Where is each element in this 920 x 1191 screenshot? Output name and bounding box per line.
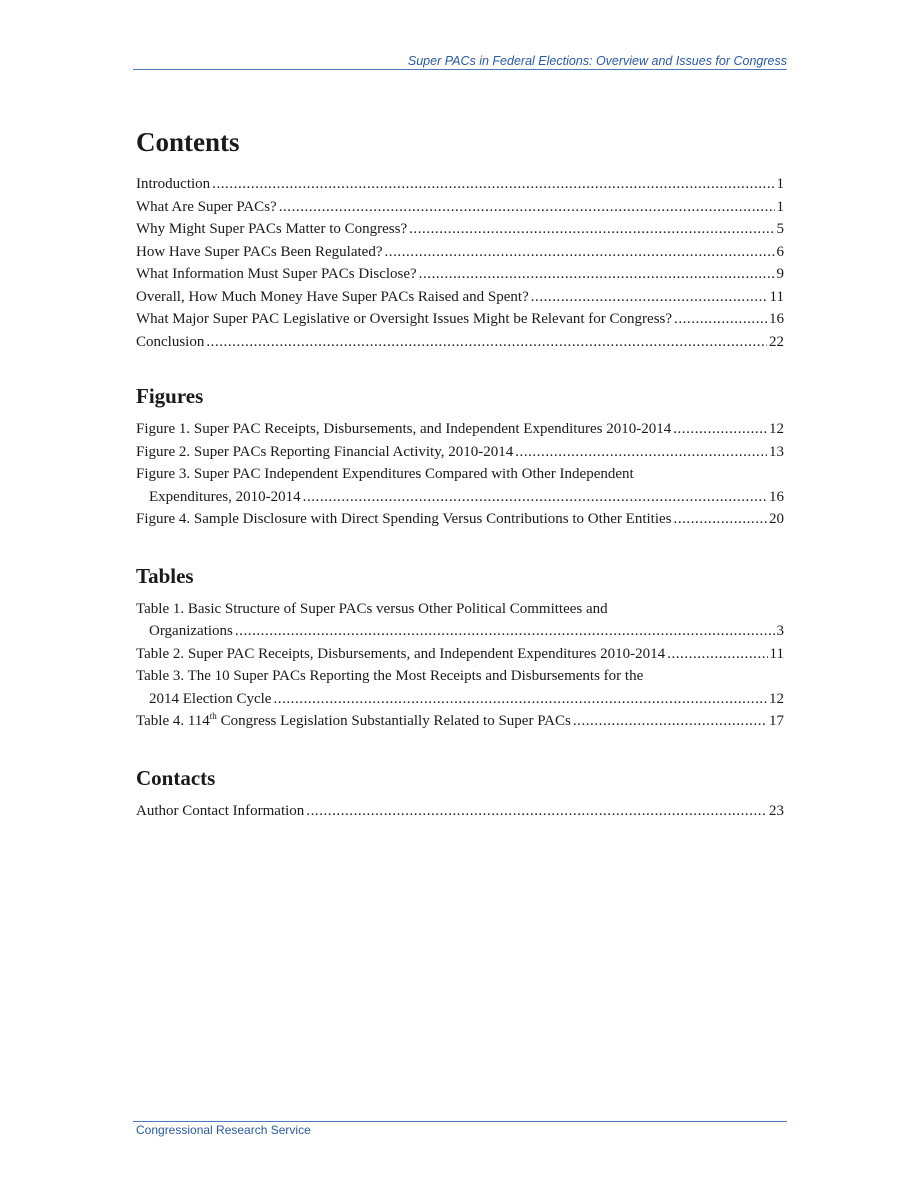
toc-entry-title: Figure 3. Super PAC Independent Expenditures Compared with Other Independent (136, 466, 634, 482)
toc-entry-table-2[interactable] (136, 643, 784, 666)
dot-leader (531, 286, 768, 309)
contacts-section (136, 765, 784, 823)
toc-entry-title: Figure 1. Super PAC Receipts, Disbursements, and Independent Expenditures 2010-2014 (136, 421, 672, 437)
toc-entry-table-4[interactable] (136, 710, 784, 733)
toc-entry-page: 16 (769, 488, 784, 505)
toc-entry-figure-4[interactable] (136, 508, 784, 531)
dot-leader (409, 218, 774, 241)
toc-entry-page: 5 (776, 221, 784, 237)
contents-section (136, 125, 784, 353)
toc-entry-figure-1[interactable] (136, 418, 784, 441)
dot-leader (235, 620, 775, 643)
ordinal-suffix: th (209, 711, 217, 721)
dot-leader (515, 441, 767, 464)
contacts-heading: Contacts (136, 765, 216, 790)
toc-entry-page: 3 (776, 623, 784, 639)
toc-entry-page: 11 (769, 645, 784, 662)
toc-entry-page: 6 (776, 243, 784, 260)
dot-leader (419, 263, 775, 286)
toc-entry-title: What Are Super PACs? (136, 198, 277, 215)
toc-entry-page: 1 (776, 198, 784, 215)
toc-entry-title: Table 1. Basic Structure of Super PACs versus Other Political Committees and (136, 600, 608, 617)
figures-heading: Figures (136, 384, 204, 408)
toc-entry-title-continued: Organizations (149, 623, 233, 639)
dot-leader (667, 643, 767, 666)
tables-heading: Tables (136, 563, 194, 588)
dot-leader (674, 308, 767, 331)
toc-entry-title: Why Might Super PACs Matter to Congress? (136, 221, 408, 237)
dot-leader (673, 418, 767, 441)
dot-leader (385, 241, 775, 264)
toc-entry-title-suffix: Congress Legislation Substantially Related to Super PACs (216, 713, 571, 729)
toc-entry-page: 1 (776, 176, 784, 192)
toc-entry-page: 12 (769, 421, 784, 437)
toc-entry-title: Author Contact Information (136, 802, 305, 819)
toc-entry-conclusion[interactable] (136, 331, 784, 354)
toc-entry-page: 12 (769, 690, 784, 707)
toc-entry-table-3[interactable] (136, 665, 784, 710)
toc-entry-what-are-super-pacs[interactable] (136, 196, 784, 219)
toc-entry-title: Conclusion (136, 333, 205, 350)
running-header: Super PACs in Federal Elections: Overview and Issues for Congress (407, 54, 787, 68)
figures-section (136, 383, 784, 531)
toc-entry-page: 22 (769, 333, 784, 350)
header-rule (133, 69, 787, 70)
dot-leader (273, 688, 767, 711)
toc-entry-title-prefix: Table 4. 114 (136, 713, 210, 729)
toc-entry-issues[interactable] (136, 308, 784, 331)
toc-entry-regulated[interactable] (136, 241, 784, 264)
toc-entry-title-continued: 2014 Election Cycle (149, 690, 272, 707)
dot-leader (206, 331, 767, 354)
dot-leader (306, 800, 767, 823)
toc-entry-title: What Major Super PAC Legislative or Oversight Issues Might be Relevant for Congress? (136, 311, 673, 327)
table-of-contents (136, 125, 784, 854)
toc-entry-figure-2[interactable] (136, 441, 784, 464)
toc-entry-title: Introduction (136, 176, 211, 192)
toc-entry-page: 17 (769, 713, 784, 729)
toc-entry-title: Table 3. The 10 Super PACs Reporting the Most Receipts and Disbursements for the (136, 668, 644, 684)
toc-entry-figure-3[interactable] (136, 463, 784, 508)
dot-leader (212, 173, 774, 196)
dot-leader (279, 196, 775, 219)
toc-entry-title-continued: Expenditures, 2010-2014 (149, 488, 301, 505)
toc-entry-table-1[interactable] (136, 598, 784, 643)
toc-entry-page: 23 (769, 802, 784, 819)
running-footer: Congressional Research Service (136, 1123, 311, 1137)
contents-heading: Contents (136, 127, 240, 157)
dot-leader (573, 710, 767, 733)
toc-entry-title: Figure 4. Sample Disclosure with Direct Spending Versus Contributions to Other Entities (136, 511, 672, 527)
toc-entry-title: Overall, How Much Money Have Super PACs Raised and Spent? (136, 288, 529, 305)
tables-section (136, 563, 784, 733)
toc-entry-page: 11 (769, 288, 784, 305)
toc-entry-introduction[interactable] (136, 173, 784, 196)
toc-entry-page: 16 (769, 311, 784, 327)
toc-entry-money-raised[interactable] (136, 286, 784, 309)
toc-entry-page: 20 (769, 511, 784, 527)
dot-leader (303, 486, 767, 509)
toc-entry-title: Table 2. Super PAC Receipts, Disbursements, and Independent Expenditures 2010-2014 (136, 645, 666, 662)
toc-entry-title: How Have Super PACs Been Regulated? (136, 243, 383, 260)
toc-entry-disclose[interactable] (136, 263, 784, 286)
toc-entry-title: Figure 2. Super PACs Reporting Financial Activity, 2010-2014 (136, 443, 514, 460)
toc-entry-page: 9 (776, 266, 784, 282)
footer-rule (133, 1121, 787, 1122)
dot-leader (674, 508, 767, 531)
toc-entry-page: 13 (769, 443, 784, 460)
toc-entry-title (136, 710, 571, 733)
toc-entry-author-contact[interactable] (136, 800, 784, 823)
toc-entry-title: What Information Must Super PACs Disclose? (136, 266, 417, 282)
toc-entry-why-matter[interactable] (136, 218, 784, 241)
